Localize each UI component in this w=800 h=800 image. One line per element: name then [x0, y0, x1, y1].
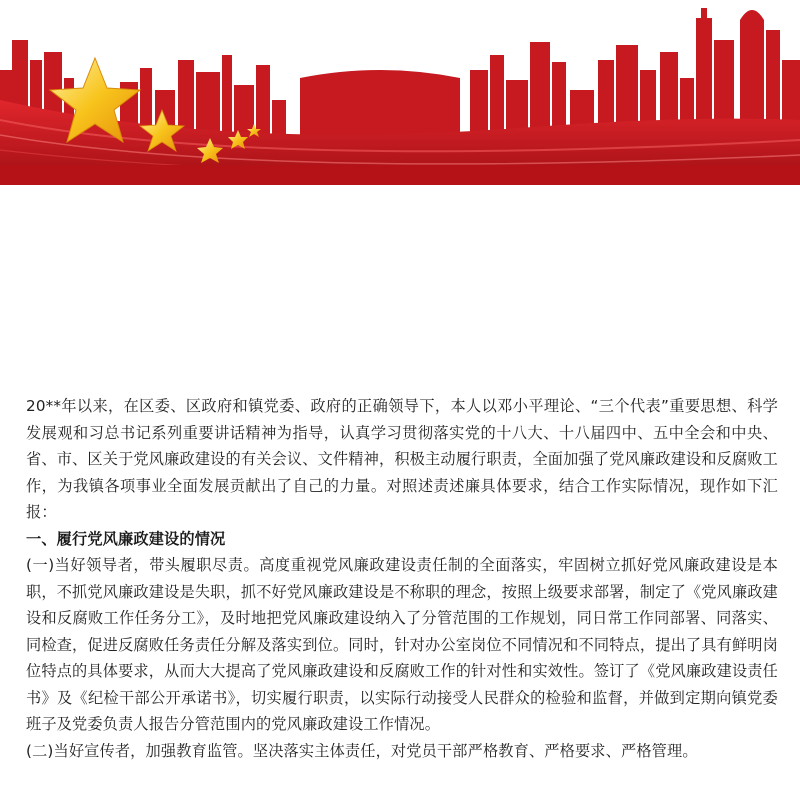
section-paragraph: (一)当好领导者，带头履职尽责。高度重视党风廉政建设责任制的全面落实，牢固树立抓好党风廉政建设是本职，不抓党风廉政建设是失职，抓不好党风廉政建设是不称职的理念，按照上级要求部署，制定了《党风廉政建设和反腐败工作任务分工》，及时地把党风廉政建设纳入了分管范围的工作规划，同日常工作同部署、同落实、同检查，促进反腐败任务责任分解及落实到位。同时，针对办公室岗位不同情况和不同特点，提出了具有鲜明岗位特点的具体要求，从而大大提高了党风廉政建设和反腐败工作的针对性和实效性。签订了《党风廉政建设责任书》及《纪检干部公开承诺书》，切实履行职责，以实际行动接受人民群众的检验和监督，并做到定期向镇党委班子及党委负责人报告分管范围内的党风廉政建设工作情况。: [26, 556, 778, 733]
document-body: [26, 393, 778, 764]
header-banner: [0, 0, 800, 185]
section-heading: 一、履行党风廉政建设的情况: [26, 529, 226, 548]
section-paragraph-cut: (二)当好宣传者，加强教育监管。坚决落实主体责任，对党员干部严格教育、严格要求、严格管理。: [26, 741, 698, 760]
intro-paragraph: 20**年以来，在区委、区政府和镇党委、政府的正确领导下，本人以邓小平理论、“三个代表”重要思想、科学发展观和习总书记系列重要讲话精神为指导，认真学习贯彻落实党的十八大、十八届四中、五中全会和中央、省、市、区关于党风廉政建设的有关会议、文件精神，积极主动履行职责，全面加强了党风廉政建设和反腐败工作，为我镇各项事业全面发展贡献出了自己的力量。对照述责述廉具体要求，结合工作实际情况，现作如下汇报：: [26, 397, 778, 521]
